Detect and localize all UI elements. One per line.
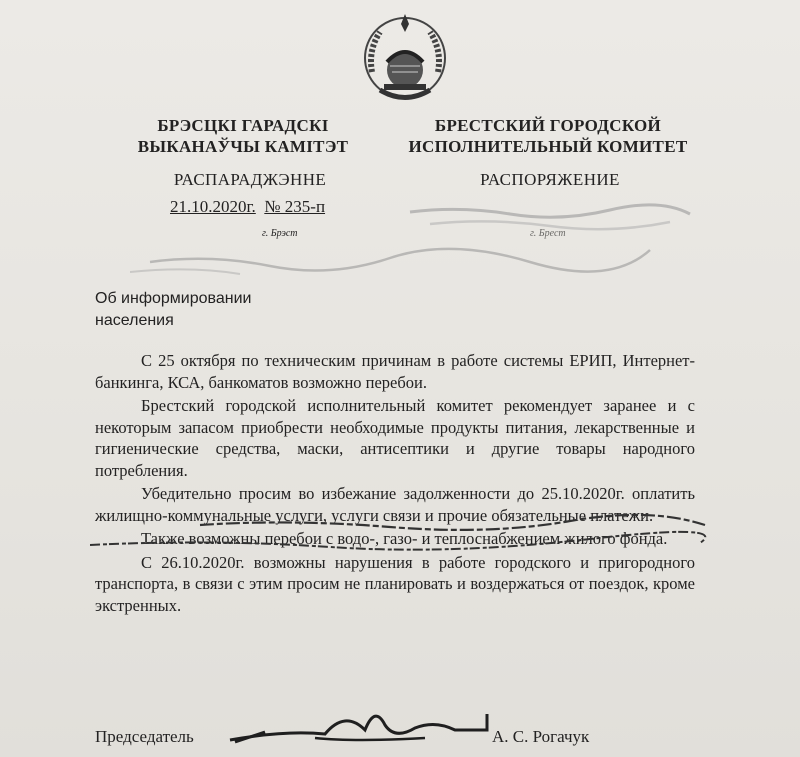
doctype-russian: РАСПОРЯЖЕНИЕ bbox=[480, 170, 620, 189]
document-date: 21.10.2020г. bbox=[170, 197, 256, 216]
belarus-coat-of-arms-icon bbox=[360, 10, 450, 105]
signatory-name: А. С. Рогачук bbox=[492, 727, 590, 746]
paragraph: Убедительно просим во избежание задолженности до 25.10.2020г. оплатить жилищно-коммунальные услуги, услуги связи и прочие обязательные платежи. bbox=[95, 484, 695, 525]
document-number: № 235-п bbox=[264, 197, 326, 216]
paragraph: С 26.10.2020г. возможны нарушения в работе городского и пригородного транспорта, в связи с этим просим не планировать и воздержаться от поездок, кроме экстренных. bbox=[95, 552, 695, 615]
document-subject bbox=[95, 288, 355, 332]
paragraph: Брестский городской исполнительный комитет рекомендует заранее и с некоторым запасом приобрести необходимые продукты питания, лекарственные и гигиенические средства, маски, антисептики и другие товары народного потребления. bbox=[95, 396, 695, 480]
org-name-belarusian bbox=[118, 115, 368, 157]
org-line: БРЕСТСКИЙ ГОРОДСКОЙ bbox=[434, 116, 662, 135]
paragraph: Также возможны перебои с водо-, газо- и теплоснабжением жилого фонда. bbox=[141, 529, 668, 548]
org-line: ИСПОЛНИТЕЛЬНЫЙ КОМИТЕТ bbox=[408, 137, 688, 156]
city-russian: г. Брест bbox=[530, 228, 566, 239]
redaction-scribble bbox=[130, 200, 730, 280]
paragraph: С 25 октября по техническим причинам в работе системы ЕРИП, Интернет-банкинга, КСА, банкоматов возможно перебои. bbox=[95, 351, 695, 392]
org-name-russian bbox=[400, 115, 696, 157]
handwritten-strikethrough bbox=[90, 505, 710, 560]
handwritten-signature bbox=[225, 700, 495, 750]
document-body bbox=[95, 350, 695, 618]
city-belarusian: г. Брэст bbox=[262, 228, 298, 239]
subject-line: Об информировании bbox=[95, 290, 252, 307]
signatory-title: Председатель bbox=[95, 727, 194, 746]
org-line: ВЫКАНАЎЧЫ КАМІТЭТ bbox=[137, 137, 349, 156]
org-line: БРЭСЦКІ ГАРАДСКІ bbox=[157, 116, 329, 135]
doctype-belarusian: РАСПАРАДЖЭННЕ bbox=[173, 170, 327, 189]
subject-line: населения bbox=[95, 312, 174, 329]
